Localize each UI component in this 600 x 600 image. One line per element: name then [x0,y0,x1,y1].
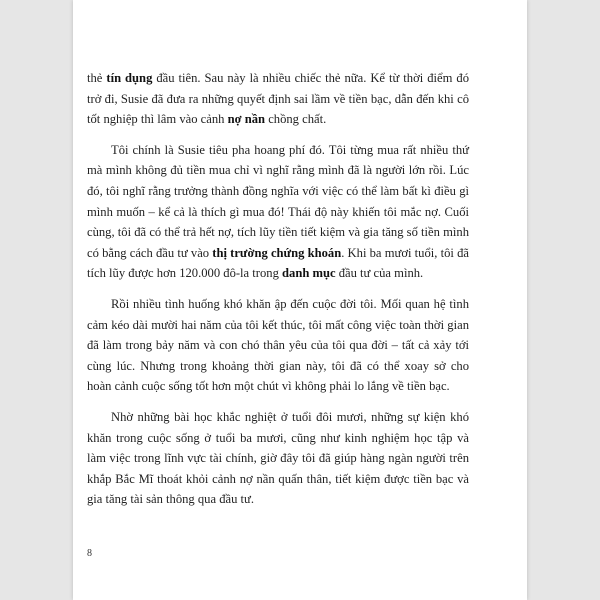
body-text [87,68,469,520]
page-number: 8 [87,548,92,559]
text-segment: Nhờ những bài học khắc nghiệt ở tuổi đôi mươi, những sự kiện khó khăn trong cuộc sống ở tuổi ba mươi, cũng như kinh nghiệm học tập và làm việc trong lĩnh vực tài chính, giờ đây tôi đã giúp hàng ngàn người trên khắp Bắc Mĩ thoát khỏi cảnh nợ nần quấn thân, tiết kiệm được tiền bạc và gia tăng tài sản thông qua đầu tư. [87,409,469,507]
bold-term-thi-truong-chung-khoan: thị trường chứng khoán [212,245,342,260]
paragraph-4 [87,407,469,510]
paragraph-2 [87,140,469,284]
text-segment: Rồi nhiều tình huống khó khăn ập đến cuộc đời tôi. Mối quan hệ tình cảm kéo dài mười hai năm của tôi kết thúc, tôi mất công việc toàn thời gian đã làm trong bảy năm và con chó thân yêu của tôi qua đời – tất cả xảy tới cùng lúc. Nhưng trong khoảng thời gian này, tôi đã có thể xoay sở cho hoàn cảnh cuộc sống tốt hơn một chút vì không phải lo lắng về tiền bạc. [87,296,469,394]
bold-term-no-nan: nợ nần [227,112,266,127]
text-segment: Tôi chính là Susie tiêu pha hoang phí đó. Tôi từng mua rất nhiều thứ mà mình không đủ tiền mua chỉ vì nghĩ rằng mình đã là người lớn rồi. Lúc đó, tôi nghĩ rằng trưởng thành đồng nghĩa với việc có thể làm bất kì điều gì mình muốn – kể cả là thích gì mua đó! Thái độ này khiến tôi mắc nợ. Cuối cùng, tôi đã có thể trả hết nợ, tích lũy tiền tiết kiệm và gia tăng số tiền mình có bằng cách đầu tư vào [87,142,469,260]
text-segment: thẻ [87,71,107,85]
paragraph-1 [87,68,469,130]
bold-term-danh-muc: danh mục [282,266,336,281]
text-segment: đầu tiên. Sau này là nhiều chiếc thẻ nữa. Kể từ thời điểm đó trở đi, Susie đã đưa ra những quyết định sai lầm về tiền bạc, dẫn đến khi cô tốt nghiệp thì lâm vào cảnh [87,71,469,127]
text-segment: chồng chất. [265,112,327,127]
paragraph-3 [87,294,469,397]
text-segment: . Khi ba mươi tuổi, tôi đã tích lũy được hơn 120.000 đô-la trong [87,245,469,281]
bold-term-tin-dung: tín dụng [106,71,153,85]
text-segment: đầu tư của mình. [335,266,424,281]
